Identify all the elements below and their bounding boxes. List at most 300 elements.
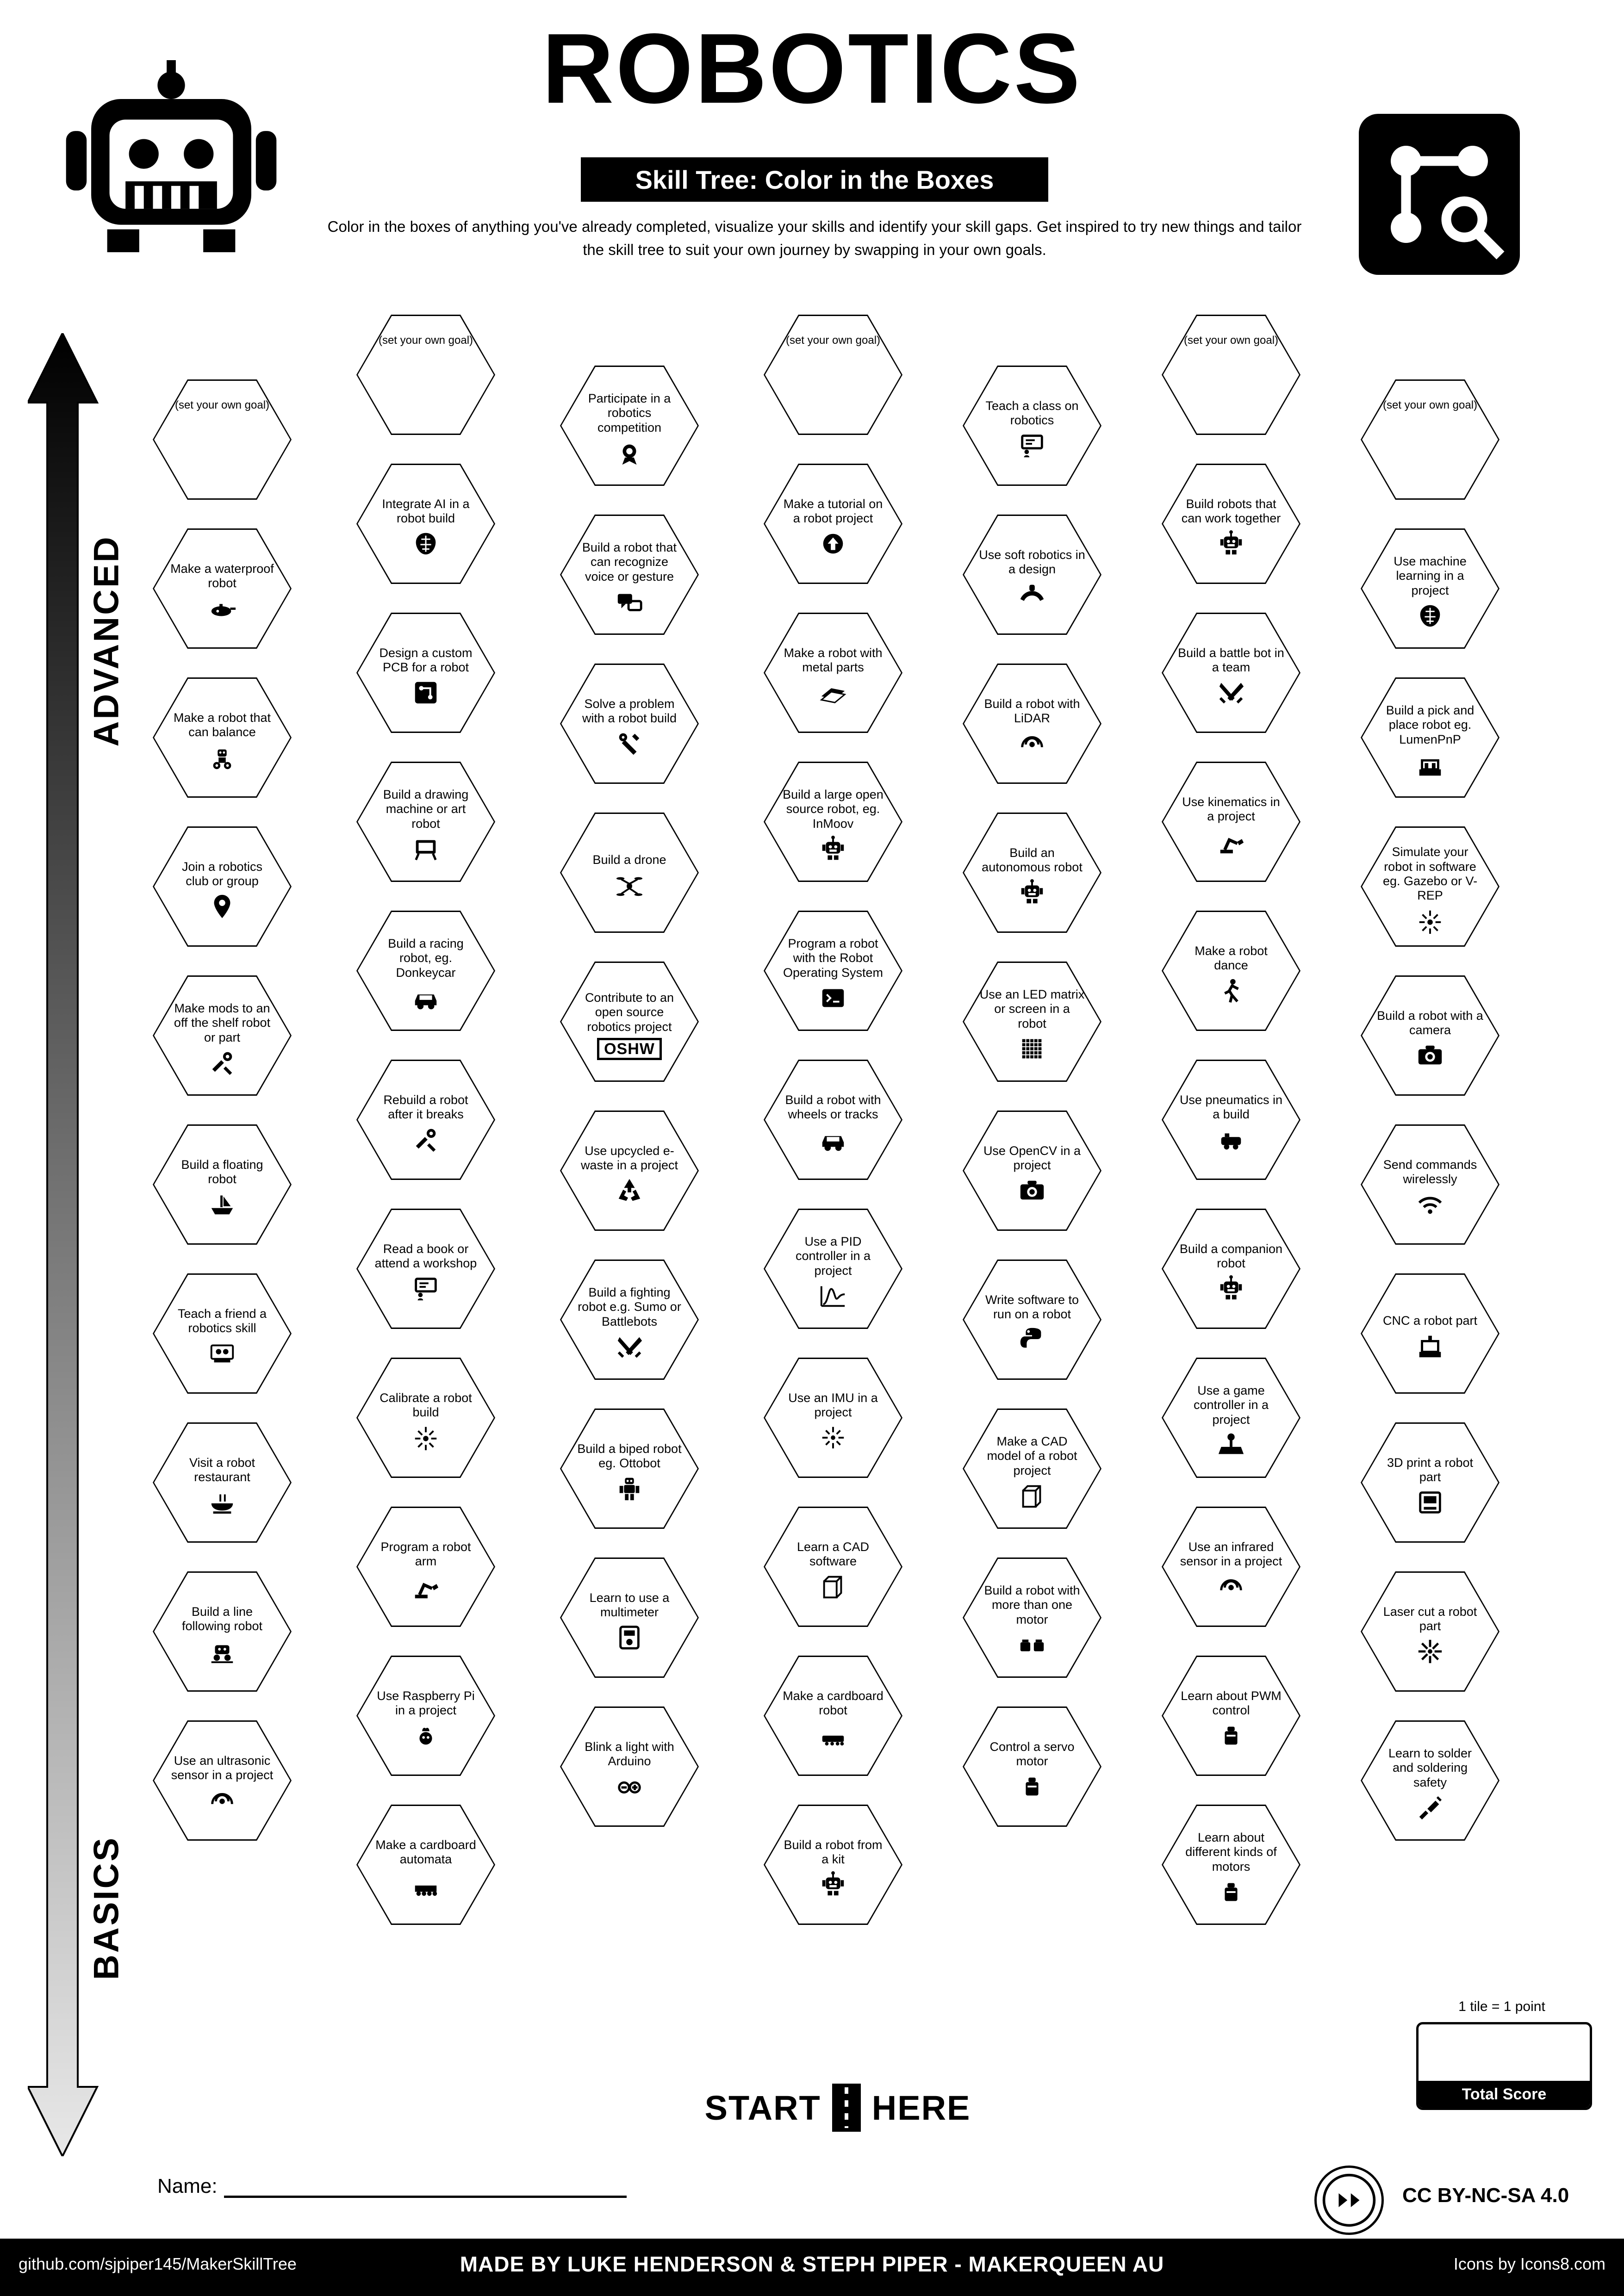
skill-tile[interactable]	[764, 1656, 902, 1776]
skill-tile[interactable]	[963, 1706, 1101, 1827]
skill-tile-label: Use pneumatics in a build	[1179, 1092, 1283, 1121]
recycle-icon	[615, 1176, 644, 1205]
skill-tile[interactable]	[356, 315, 495, 435]
skill-tile-label: Build a racing robot, eg. Donkeycar	[388, 937, 464, 980]
skill-tile-label: Make a CAD model of a robot project	[987, 1434, 1077, 1477]
skill-tile[interactable]	[560, 515, 699, 635]
footer-github-link[interactable]: github.com/sjpiper145/MakerSkillTree	[19, 2254, 297, 2273]
skill-tile-content	[1377, 1132, 1483, 1245]
skill-tile[interactable]	[560, 962, 699, 1082]
skill-tile[interactable]	[1361, 1571, 1500, 1692]
skill-tile-content	[373, 1514, 479, 1627]
skill-tile-content	[979, 373, 1085, 486]
skill-tile-content	[169, 536, 275, 649]
skill-tile-label: Build a biped robot eg. Ottobot	[577, 1441, 682, 1470]
skill-tile-label: Solve a problem with a robot build	[582, 696, 677, 725]
skill-tile[interactable]	[153, 379, 292, 500]
skill-tile-content	[780, 471, 886, 584]
road-icon	[832, 2084, 861, 2132]
skill-tile-label: Control a servo motor	[989, 1739, 1075, 1768]
skill-tile-content	[373, 769, 479, 882]
skill-tile-content	[576, 969, 683, 1082]
skill-tile-content	[169, 1430, 275, 1543]
skill-tile-label: Build robots that can work together	[1181, 496, 1281, 525]
easel-icon	[411, 835, 440, 863]
skill-tile-content	[373, 1067, 479, 1180]
cardboard-icon	[819, 1721, 847, 1750]
skill-tile-content	[780, 1663, 886, 1776]
skill-tile-label: Teach a class on robotics	[985, 398, 1079, 427]
crossed-swords-icon	[1217, 678, 1245, 707]
footer-credits: MADE BY LUKE HENDERSON & STEPH PIPER - MAKERQUEEN AU	[460, 2252, 1164, 2276]
skill-tile[interactable]	[764, 1209, 902, 1329]
led-matrix-icon	[1018, 1035, 1046, 1063]
skill-tile-content	[1377, 536, 1483, 649]
intro-text: Color in the boxes of anything you've already completed, visualize your skills and identify your skill gaps. Get inspired to try new things and tailor the skill tree to suit your own journey by swapping in your own goals.	[327, 218, 1302, 258]
cad-cube-icon	[1018, 1482, 1046, 1510]
axis-label-advanced: ADVANCED	[87, 535, 126, 747]
skill-tile-content	[576, 1416, 683, 1529]
skill-tile-content	[1377, 1579, 1483, 1692]
skill-tile-label: Visit a robot restaurant	[189, 1455, 255, 1484]
restaurant-icon	[208, 1488, 236, 1517]
dancer-icon	[1217, 976, 1245, 1005]
skill-tile-label: Learn to solder and soldering safety	[1388, 1746, 1472, 1789]
skill-tile-label: Build a robot with a camera	[1377, 1008, 1483, 1037]
skill-tile[interactable]	[356, 1507, 495, 1627]
skill-tile-content	[1178, 918, 1284, 1031]
arduino-icon	[615, 1772, 644, 1801]
skill-tile-label: Join a robotics club or group	[181, 859, 263, 888]
skill-tile[interactable]	[963, 1111, 1101, 1231]
skill-tile-label: Build a pick and place robot eg. LumenPnP	[1386, 703, 1475, 746]
skill-tile-content	[780, 1216, 886, 1329]
skill-tile-label: Calibrate a robot build	[380, 1390, 472, 1419]
skill-tile-label: Teach a friend a robotics skill	[177, 1306, 267, 1335]
skill-tile[interactable]	[764, 315, 902, 435]
skill-tile-content	[979, 1565, 1085, 1678]
skill-tile-content	[1178, 471, 1284, 584]
skill-tile-content	[373, 1812, 479, 1925]
skill-tile-label: Use OpenCV in a project	[983, 1143, 1081, 1172]
skill-tile-content	[979, 820, 1085, 933]
skill-tile[interactable]	[1361, 1273, 1500, 1394]
skill-tile-content	[1178, 1812, 1284, 1925]
skill-tile[interactable]	[560, 813, 699, 933]
skill-tile-label: Participate in a robotics competition	[588, 391, 671, 434]
skill-tile-content	[1178, 1663, 1284, 1776]
upload-icon	[819, 529, 847, 558]
skill-tile[interactable]	[1361, 677, 1500, 798]
skill-tile[interactable]	[764, 911, 902, 1031]
skill-tile-label: (set your own goal)	[1382, 399, 1478, 411]
here-label: HERE	[871, 2088, 971, 2127]
skill-tile-label: Program a robot with the Robot Operating System	[783, 937, 884, 980]
skill-tile-label: Build a line following robot	[181, 1604, 263, 1633]
skill-tile-label: Learn about different kinds of motors	[1185, 1831, 1277, 1874]
wrench-screwdriver-icon	[615, 729, 644, 758]
skill-tile[interactable]	[1361, 975, 1500, 1096]
skill-tile-content	[169, 685, 275, 798]
name-label: Name:	[157, 2175, 218, 2197]
cnc-icon	[1416, 1332, 1444, 1361]
skill-tile-label: Design a custom PCB for a robot	[379, 645, 473, 674]
skill-tile[interactable]	[1162, 911, 1300, 1031]
skill-tile-content	[373, 620, 479, 733]
skill-tile[interactable]	[1162, 1805, 1300, 1925]
skill-tile[interactable]	[356, 1358, 495, 1478]
skill-tile-label: Make a robot that can balance	[173, 710, 271, 739]
presentation-icon	[411, 1274, 440, 1303]
skill-tile-content	[780, 1067, 886, 1180]
skill-tile[interactable]	[963, 366, 1101, 486]
skill-tile-content	[576, 522, 683, 635]
drone-icon	[615, 871, 644, 900]
skill-tile-label: Use kinematics in a project	[1182, 794, 1280, 823]
camera-icon	[1416, 1041, 1444, 1070]
motor-icon	[1018, 1772, 1046, 1801]
skill-tile-label: Make a robot with metal parts	[784, 645, 883, 674]
skill-tile[interactable]	[560, 1706, 699, 1827]
submarine-icon	[208, 594, 236, 623]
total-score-label: Total Score	[1419, 2081, 1590, 2108]
skill-tile-content	[373, 1663, 479, 1776]
skill-tile-label: (set your own goal)	[785, 334, 881, 347]
skill-tile[interactable]	[1162, 315, 1300, 435]
skill-tile[interactable]	[963, 962, 1101, 1082]
skill-tile-label: Make mods to an off the shelf robot or part	[174, 1001, 271, 1044]
skill-tile-label: Build a companion robot	[1179, 1241, 1283, 1270]
skill-tile[interactable]	[1162, 1507, 1300, 1627]
skill-tile-label: Build a robot with more than one motor	[984, 1583, 1080, 1626]
skill-tile[interactable]	[356, 1060, 495, 1180]
skill-tile-label: CNC a robot part	[1382, 1314, 1478, 1328]
skill-tile-label: Learn to use a multimeter	[589, 1590, 670, 1619]
medal-icon	[615, 439, 644, 467]
skill-tile-label: Integrate AI in a robot build	[382, 496, 470, 525]
skill-tile-label: Make a cardboard robot	[783, 1688, 884, 1717]
skill-tile-label: Send commands wirelessly	[1383, 1157, 1477, 1186]
calibrate-icon	[1416, 907, 1444, 936]
joystick-icon	[1217, 1431, 1245, 1459]
skill-tile[interactable]	[560, 1111, 699, 1231]
name-input-rule[interactable]	[224, 2191, 627, 2198]
pneumatics-icon	[1217, 1125, 1245, 1154]
skill-tile[interactable]	[356, 911, 495, 1031]
skill-tile-content	[373, 471, 479, 584]
skill-tile[interactable]	[764, 1060, 902, 1180]
skill-tile-label: Blink a light with Arduino	[585, 1739, 674, 1768]
skill-tile[interactable]	[1162, 1656, 1300, 1776]
skill-tile-label: Use a game controller in a project	[1193, 1384, 1269, 1427]
skill-tile-label: (set your own goal)	[378, 334, 473, 347]
skill-tile-content	[576, 1565, 683, 1678]
skill-tile[interactable]	[1361, 379, 1500, 500]
skill-tile-label: Use a PID controller in a project	[795, 1235, 871, 1278]
total-score-box[interactable]	[1416, 2022, 1592, 2110]
skill-tile-content	[1178, 1365, 1284, 1478]
robot-icon	[1217, 1274, 1245, 1303]
skill-tile-content	[979, 671, 1085, 784]
skill-tile-content	[1377, 1430, 1483, 1543]
laser-icon	[1416, 1637, 1444, 1666]
skill-tile[interactable]	[560, 1558, 699, 1678]
skill-tile-content	[979, 969, 1085, 1082]
footer-icons-credit[interactable]: Icons by Icons8.com	[1453, 2254, 1605, 2273]
skill-tile[interactable]	[356, 1656, 495, 1776]
line-robot-icon	[208, 1637, 236, 1666]
skill-tile[interactable]	[560, 366, 699, 486]
skill-tile[interactable]	[963, 1558, 1101, 1678]
skill-tile[interactable]	[153, 1273, 292, 1394]
name-field[interactable]	[157, 2175, 627, 2198]
skill-tile-label: Program a robot arm	[380, 1539, 471, 1568]
skill-tile-label: Build a floating robot	[181, 1157, 263, 1186]
skill-tile-label: Use machine learning in a project	[1394, 554, 1467, 597]
start-label: START	[704, 2088, 821, 2127]
wifi-icon	[1416, 1190, 1444, 1219]
skill-tile[interactable]	[963, 515, 1101, 635]
axis-label-basics: BASICS	[87, 1836, 126, 1980]
raspberry-pi-icon	[411, 1721, 440, 1750]
page-footer	[0, 2239, 1624, 2296]
skill-tile-content	[780, 620, 886, 733]
skill-tile[interactable]	[1361, 1720, 1500, 1841]
skill-tile[interactable]	[764, 762, 902, 882]
skill-tile[interactable]	[1162, 464, 1300, 584]
skill-tile-content	[780, 918, 886, 1031]
skill-tile[interactable]	[764, 1507, 902, 1627]
imu-icon	[819, 1423, 847, 1452]
cad-cube-icon	[819, 1572, 847, 1601]
skill-tile-content	[1178, 322, 1284, 435]
skill-tile[interactable]	[560, 1409, 699, 1529]
skill-tile[interactable]	[560, 1260, 699, 1380]
license-text: CC BY-NC-SA 4.0	[1402, 2184, 1569, 2207]
skill-tile[interactable]	[764, 613, 902, 733]
skill-tile-label: Laser cut a robot part	[1383, 1604, 1477, 1633]
skill-tile-content	[979, 1714, 1085, 1827]
skill-tile-content	[979, 1267, 1085, 1380]
skill-tile-content	[576, 671, 683, 784]
pid-curve-icon	[819, 1282, 847, 1310]
skill-tile-content	[1377, 1728, 1483, 1841]
skill-tile[interactable]	[1162, 613, 1300, 733]
skill-tile-label: Learn a CAD software	[796, 1539, 870, 1568]
motor-icon	[1217, 1878, 1245, 1906]
skill-tile-label: Use an IMU in a project	[788, 1390, 878, 1419]
motor-icon	[1217, 1721, 1245, 1750]
skill-tile-label: Build a large open source robot, eg. InMoov	[783, 788, 884, 831]
skill-tile[interactable]	[1361, 528, 1500, 649]
skill-tile[interactable]	[764, 464, 902, 584]
skill-tile-content	[169, 387, 275, 500]
skill-tile-content	[1377, 387, 1483, 500]
location-pin-icon	[208, 892, 236, 921]
automata-icon	[411, 1870, 440, 1899]
skill-tile[interactable]	[356, 613, 495, 733]
skill-tile-content	[169, 1281, 275, 1394]
skill-tile-content	[576, 373, 683, 486]
skill-tile-content	[979, 1416, 1085, 1529]
speech-bubbles-icon	[615, 588, 644, 616]
car-icon	[819, 1125, 847, 1154]
skill-tile-content	[169, 1132, 275, 1245]
skill-tile[interactable]	[153, 1720, 292, 1841]
skill-tile-content	[373, 322, 479, 435]
skill-tile-label: Build a robot from a kit	[784, 1837, 883, 1866]
skill-tile-label: Build a drawing machine or art robot	[383, 788, 469, 831]
skill-tile[interactable]	[153, 1124, 292, 1245]
skill-tile-content	[169, 1579, 275, 1692]
car-icon	[411, 984, 440, 1012]
skill-tile-content	[1377, 685, 1483, 798]
skill-tile-label: Use soft robotics in a design	[979, 547, 1085, 576]
start-here-marker	[662, 2082, 1014, 2133]
skill-tile-content	[1377, 983, 1483, 1096]
skill-tile-content	[1178, 1067, 1284, 1180]
skill-tile[interactable]	[560, 664, 699, 784]
skill-tile-content	[373, 1365, 479, 1478]
skill-tile-content	[576, 1714, 683, 1827]
metal-sheet-icon	[819, 678, 847, 707]
skill-tile-content	[780, 1812, 886, 1925]
skill-tile-content	[780, 769, 886, 882]
skill-tile-label: Build an autonomous robot	[982, 845, 1083, 874]
skill-tile[interactable]	[963, 664, 1101, 784]
sonar-icon	[1217, 1572, 1245, 1601]
soft-gripper-icon	[1018, 580, 1046, 609]
skill-tile-content	[780, 1514, 886, 1627]
skill-tile-content	[1178, 1514, 1284, 1627]
skill-tile-label: Build a battle bot in a team	[1178, 645, 1284, 674]
skill-tile-content	[169, 834, 275, 947]
presentation-icon	[1018, 431, 1046, 460]
python-icon	[1018, 1325, 1046, 1354]
skill-tile-content	[1377, 834, 1483, 947]
skill-tile[interactable]	[963, 1260, 1101, 1380]
skill-tile[interactable]	[153, 826, 292, 947]
skill-tile-label: Build a drone	[592, 853, 666, 867]
skill-tile-content	[1178, 1216, 1284, 1329]
skill-tile[interactable]	[764, 1805, 902, 1925]
robot-arm-icon	[1217, 827, 1245, 856]
skill-tile[interactable]	[356, 464, 495, 584]
skill-tile-label: Build a robot with wheels or tracks	[785, 1092, 881, 1121]
skill-tile-label: Build a robot with LiDAR	[984, 696, 1080, 725]
skill-tile[interactable]	[1162, 1358, 1300, 1478]
skill-tile-label: Use upcycled e-waste in a project	[580, 1143, 678, 1172]
skill-tile[interactable]	[153, 975, 292, 1096]
skill-tile-label: Use an infrared sensor in a project	[1180, 1539, 1282, 1568]
creative-commons-icon	[1314, 2166, 1384, 2235]
page-subtitle: Skill Tree: Color in the Boxes	[581, 157, 1048, 202]
skill-tile-label: Make a waterproof robot	[170, 561, 274, 590]
camera-icon	[1018, 1176, 1046, 1205]
skill-tile[interactable]	[963, 813, 1101, 933]
skill-tile[interactable]	[1361, 826, 1500, 947]
soldering-iron-icon	[1416, 1793, 1444, 1822]
sonar-icon	[1018, 729, 1046, 758]
skill-tile-label: (set your own goal)	[1183, 334, 1279, 347]
skill-tile-content	[576, 1267, 683, 1380]
skill-tile-label: 3D print a robot part	[1387, 1455, 1474, 1484]
skill-tile[interactable]	[1361, 1422, 1500, 1543]
skill-tile-label: Write software to run on a robot	[985, 1292, 1079, 1321]
ai-brain-icon	[1416, 602, 1444, 630]
skill-tile[interactable]	[153, 1422, 292, 1543]
skill-tile-content	[576, 1118, 683, 1231]
skill-tile[interactable]	[1162, 1060, 1300, 1180]
page-title: ROBOTICS	[542, 12, 1082, 124]
skill-tile[interactable]	[356, 762, 495, 882]
boat-icon	[208, 1190, 236, 1219]
skill-tile-label: Rebuild a robot after it breaks	[383, 1092, 468, 1121]
3d-printer-icon	[1416, 1488, 1444, 1517]
skill-tile[interactable]	[356, 1805, 495, 1925]
skill-tile[interactable]	[1361, 1124, 1500, 1245]
skill-tile-content	[373, 918, 479, 1031]
skill-tile-content	[169, 983, 275, 1096]
multimeter-icon	[615, 1623, 644, 1652]
balancing-robot-icon	[208, 743, 236, 772]
robot-icon	[819, 835, 847, 863]
skill-tile-content	[780, 1365, 886, 1478]
teaching-icon	[208, 1339, 236, 1368]
skill-tile-label: Make a tutorial on a robot project	[783, 496, 883, 525]
robot-arm-icon	[411, 1572, 440, 1601]
skill-tile[interactable]	[153, 528, 292, 649]
skill-tile-content	[1377, 1281, 1483, 1394]
skill-tile-content	[1178, 769, 1284, 882]
skill-tile-content	[373, 1216, 479, 1329]
tools-icon	[208, 1049, 236, 1077]
skill-tile-content	[979, 1118, 1085, 1231]
terminal-icon	[819, 984, 847, 1012]
skill-tile-label: Make a robot dance	[1195, 943, 1268, 972]
skill-tile-label: Make a cardboard automata	[375, 1837, 476, 1866]
skill-tile-label: Use an LED matrix or screen in a robot	[979, 987, 1085, 1030]
skill-tile[interactable]	[153, 1571, 292, 1692]
robot-icon	[1217, 529, 1245, 558]
skill-tile-label: Contribute to an open source robotics project	[585, 991, 674, 1034]
tools-icon	[411, 1125, 440, 1154]
biped-robot-icon	[615, 1474, 644, 1503]
skill-tile-content	[576, 820, 683, 933]
skill-tile-content	[169, 1728, 275, 1841]
ai-brain-icon	[411, 529, 440, 558]
sonar-icon	[208, 1786, 236, 1815]
skill-tile-label: Use Raspberry Pi in a project	[377, 1688, 475, 1717]
calibrate-icon	[411, 1423, 440, 1452]
skill-tile-label: Learn about PWM control	[1181, 1688, 1282, 1717]
skill-tile[interactable]	[356, 1209, 495, 1329]
skill-tile[interactable]	[153, 677, 292, 798]
skill-tile-label: Use an ultrasonic sensor in a project	[171, 1753, 274, 1782]
skill-tile-content	[1178, 620, 1284, 733]
skill-tile[interactable]	[1162, 762, 1300, 882]
skill-tile[interactable]	[963, 1409, 1101, 1529]
oshw-icon: OSHW	[597, 1038, 662, 1060]
crossed-swords-icon	[615, 1333, 644, 1361]
skill-tile-label: Build a fighting robot e.g. Sumo or Battlebots	[578, 1285, 681, 1328]
skill-tile[interactable]	[764, 1358, 902, 1478]
robot-icon	[819, 1870, 847, 1899]
skill-tile[interactable]	[1162, 1209, 1300, 1329]
tile-point-note: 1 tile = 1 point	[1458, 1999, 1545, 2014]
two-motors-icon	[1018, 1631, 1046, 1659]
skill-tile-label: Build a robot that can recognize voice or gesture	[582, 540, 677, 583]
